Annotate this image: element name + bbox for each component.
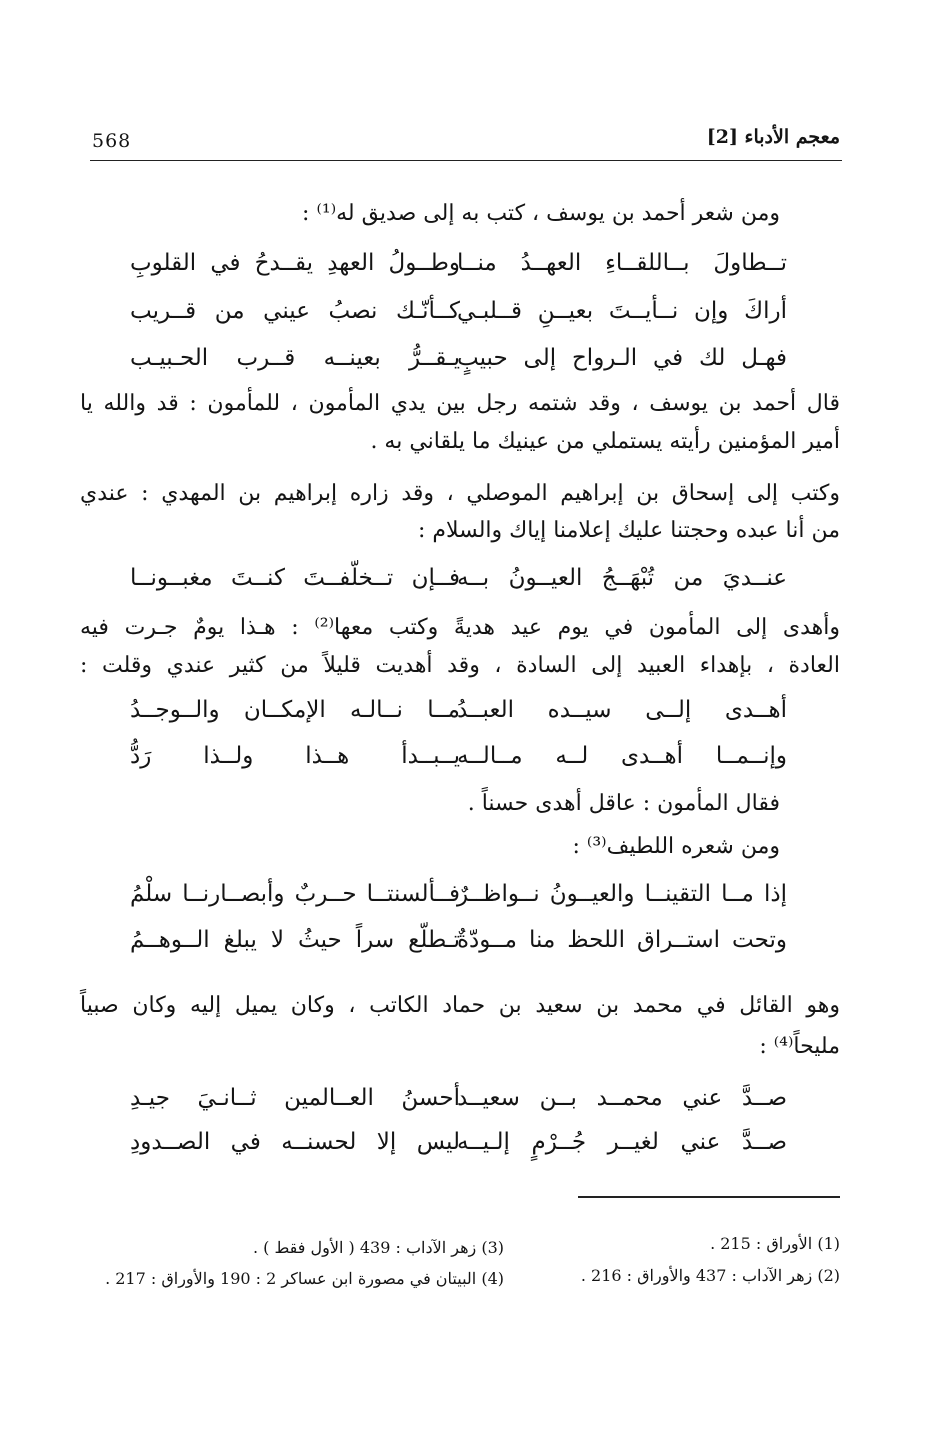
paragraph-intro: ومن شعر أحمد بن يوسف ، كتب به إلى صديق له⁽¹⁾ :: [302, 201, 780, 226]
paragraph-line: وكتب إلى إسحاق بن إبراهيم الموصلي ، وقد زاره إبراهيم بن المهدي : عندي: [80, 481, 840, 506]
header-rule: [90, 160, 842, 161]
paragraph-line: العادة ، بإهداء العبيد إلى السادة ، وقد أهديت قليلاً من كثير عندي وقلت :: [80, 653, 840, 678]
footnote-2: (2) زهر الآداب : 437 والأوراق : 216 .: [580, 1266, 840, 1285]
verse-second-hemistich: كــأنّـك نصبُ عيني من قــريب: [130, 298, 460, 324]
verse-first-hemistich: فهـل لك في الـرواح إلى حبيبٍ: [457, 345, 787, 371]
verse-first-hemistich: عنــديَ من تُبْهَــجُ العيــونُ بــه: [457, 565, 787, 591]
verse-second-hemistich: أحسنُ العــالمين ثــانـيَ جيـدِ: [130, 1085, 460, 1111]
verse-first-hemistich: أراكَ وإن نــأيــتَ بعيــنِ قــلبـي: [457, 298, 787, 324]
verse-line: [130, 245, 787, 281]
verse-first-hemistich: صــدَّ عني لغيــر جُــرْمٍ إلـيــه: [457, 1129, 787, 1155]
running-header: معجم الأدباء [2]: [706, 126, 840, 148]
verse-second-hemistich: تـطلّع سراً حيثُ لا يبلغ الــوهــمُ: [130, 927, 460, 953]
verse-second-hemistich: ليس إلا لحسنــه في الصــدودِ: [130, 1129, 460, 1155]
paragraph-line: وأهدى إلى المأمون في يوم عيد هديةً وكتب معها⁽²⁾ : هـذا يومٌ جـرت فيه: [80, 615, 840, 640]
verse-second-hemistich: مــا نــالـه الإمكــان والــوجــدُ: [130, 697, 460, 723]
verse-first-hemistich: أهــدى إلــى سيــده العبــدُ: [457, 697, 787, 723]
verse-line: [130, 560, 787, 596]
verse-first-hemistich: صــدَّ عني محمــد بــن سعيــد: [457, 1085, 787, 1111]
verse-second-hemistich: وطــولُ العهدِ يقــدحُ في القلوبِ: [130, 250, 460, 276]
verse-first-hemistich: وإنــمــا أهــدى لــه مــالــه: [457, 743, 787, 769]
verse-line: [130, 692, 787, 728]
footnote-separator: [578, 1196, 840, 1198]
verse-second-hemistich: فــألسنتــا حــربٌ وأبصــارنــا سلْمُ: [130, 881, 460, 907]
footnote-1: (1) الأوراق : 215 .: [710, 1234, 840, 1253]
verse-first-hemistich: إذا مــا التقينــا والعيــونُ نــواظــرٌ: [457, 881, 787, 907]
verse-line: [130, 876, 787, 912]
verse-second-hemistich: فــإن تــخلّفــتَ كنــتَ مغبــونــا: [130, 565, 460, 591]
verse-line: [130, 1124, 787, 1160]
paragraph-line: فقال المأمون : عاقل أهدى حسناً .: [467, 791, 780, 816]
verse-line: [130, 340, 787, 376]
verse-second-hemistich: يـقــرُّ بعينــه قــرب الحـبيـب: [130, 345, 460, 371]
verse-line: [130, 738, 787, 774]
verse-second-hemistich: يــبــدأ هــذا ولــذا رَدُّ: [130, 743, 460, 769]
footnote-4: (4) البيتان في مصورة ابن عساكر 2 : 190 والأوراق : 217 .: [105, 1269, 504, 1288]
paragraph-line: مليحاً⁽⁴⁾ :: [759, 1034, 840, 1059]
page-number: 568: [92, 130, 132, 152]
verse-line: [130, 1080, 787, 1116]
paragraph-line: أمير المؤمنين رأيته يستملي من عينيك ما يلقاني به .: [370, 429, 840, 454]
verse-line: [130, 922, 787, 958]
paragraph-line: من أنا عبده وحجتنا عليك إعلامنا إياك والسلام :: [417, 518, 840, 543]
paragraph-line: قال أحمد بن يوسف ، وقد شتمه رجل بين يدي المأمون ، للمأمون : قد والله يا: [80, 391, 840, 416]
footnote-3: (3) زهر الآداب : 439 ( الأول فقط ) .: [252, 1238, 504, 1257]
verse-first-hemistich: وتحت استــراق اللحظ منا مــودّةٌ: [457, 927, 787, 953]
verse-first-hemistich: تــطاولَ بــاللقــاءِ العهــدُ منــا: [457, 250, 787, 276]
verse-line: [130, 293, 787, 329]
paragraph-line: وهو القائل في محمد بن سعيد بن حماد الكاتب ، وكان يميل إليه وكان صبياً: [80, 993, 840, 1018]
paragraph-line: ومن شعره اللطيف⁽³⁾ :: [572, 834, 780, 859]
